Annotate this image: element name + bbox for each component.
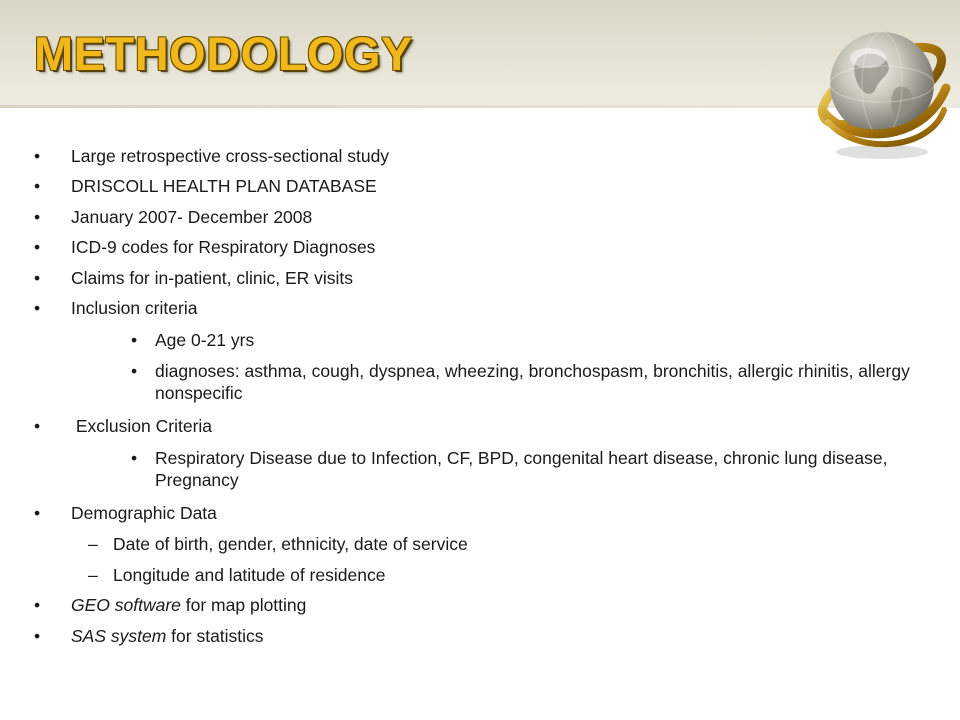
bullet-marker: •: [34, 176, 41, 196]
list-item-text: Claims for in-patient, clinic, ER visits: [71, 268, 354, 288]
bullet-marker: •: [34, 503, 41, 523]
list-item-text: Respiratory Disease due to Infection, CF, BPD, congenital heart disease, chronic lung disease, Pregnancy: [155, 448, 888, 490]
bullet-marker: •: [34, 416, 41, 436]
dash-marker: –: [88, 565, 98, 585]
bullet-marker: •: [34, 207, 41, 227]
list-item-rest: for statistics: [166, 626, 264, 646]
dash-marker: –: [88, 534, 98, 554]
bullet-marker: •: [34, 146, 41, 166]
list-item-text: ICD-9 codes for Respiratory Diagnoses: [71, 237, 376, 257]
bullet-marker: •: [34, 298, 41, 318]
bullet-marker: •: [34, 268, 41, 288]
bullet-marker: •: [34, 237, 41, 257]
list-item-text: Exclusion Criteria: [71, 416, 213, 436]
slide-title: METHODOLOGY: [34, 27, 413, 80]
list-item-rest: for map plotting: [180, 595, 307, 615]
list-item-text: diagnoses: asthma, cough, dyspnea, wheezing, bronchospasm, bronchitis, allergic rhinitis, allergy nonspecific: [155, 361, 910, 403]
list-item-text: DRISCOLL HEALTH PLAN DATABASE: [71, 176, 377, 196]
globe-icon: [806, 14, 956, 164]
list-item-text: [71, 594, 911, 616]
italic-term: GEO software: [71, 595, 181, 615]
list-item-text: Date of birth, gender, ethnicity, date of service: [113, 534, 468, 554]
list-item-text: Longitude and latitude of residence: [113, 565, 386, 585]
list-item-text: Demographic Data: [71, 503, 217, 523]
bullet-marker: •: [34, 626, 41, 646]
list-item-text: [71, 625, 911, 647]
list-item-text: Inclusion criteria: [71, 298, 198, 318]
list-item-text: Age 0-21 yrs: [155, 330, 255, 350]
bullet-marker: •: [131, 448, 138, 468]
list-item-text: January 2007- December 2008: [71, 207, 313, 227]
list-item-text: Large retrospective cross-sectional study: [71, 146, 390, 166]
italic-term: SAS system: [71, 626, 167, 646]
bullet-marker: •: [131, 361, 138, 381]
bullet-marker: •: [34, 595, 41, 615]
bullet-marker: •: [131, 330, 138, 350]
